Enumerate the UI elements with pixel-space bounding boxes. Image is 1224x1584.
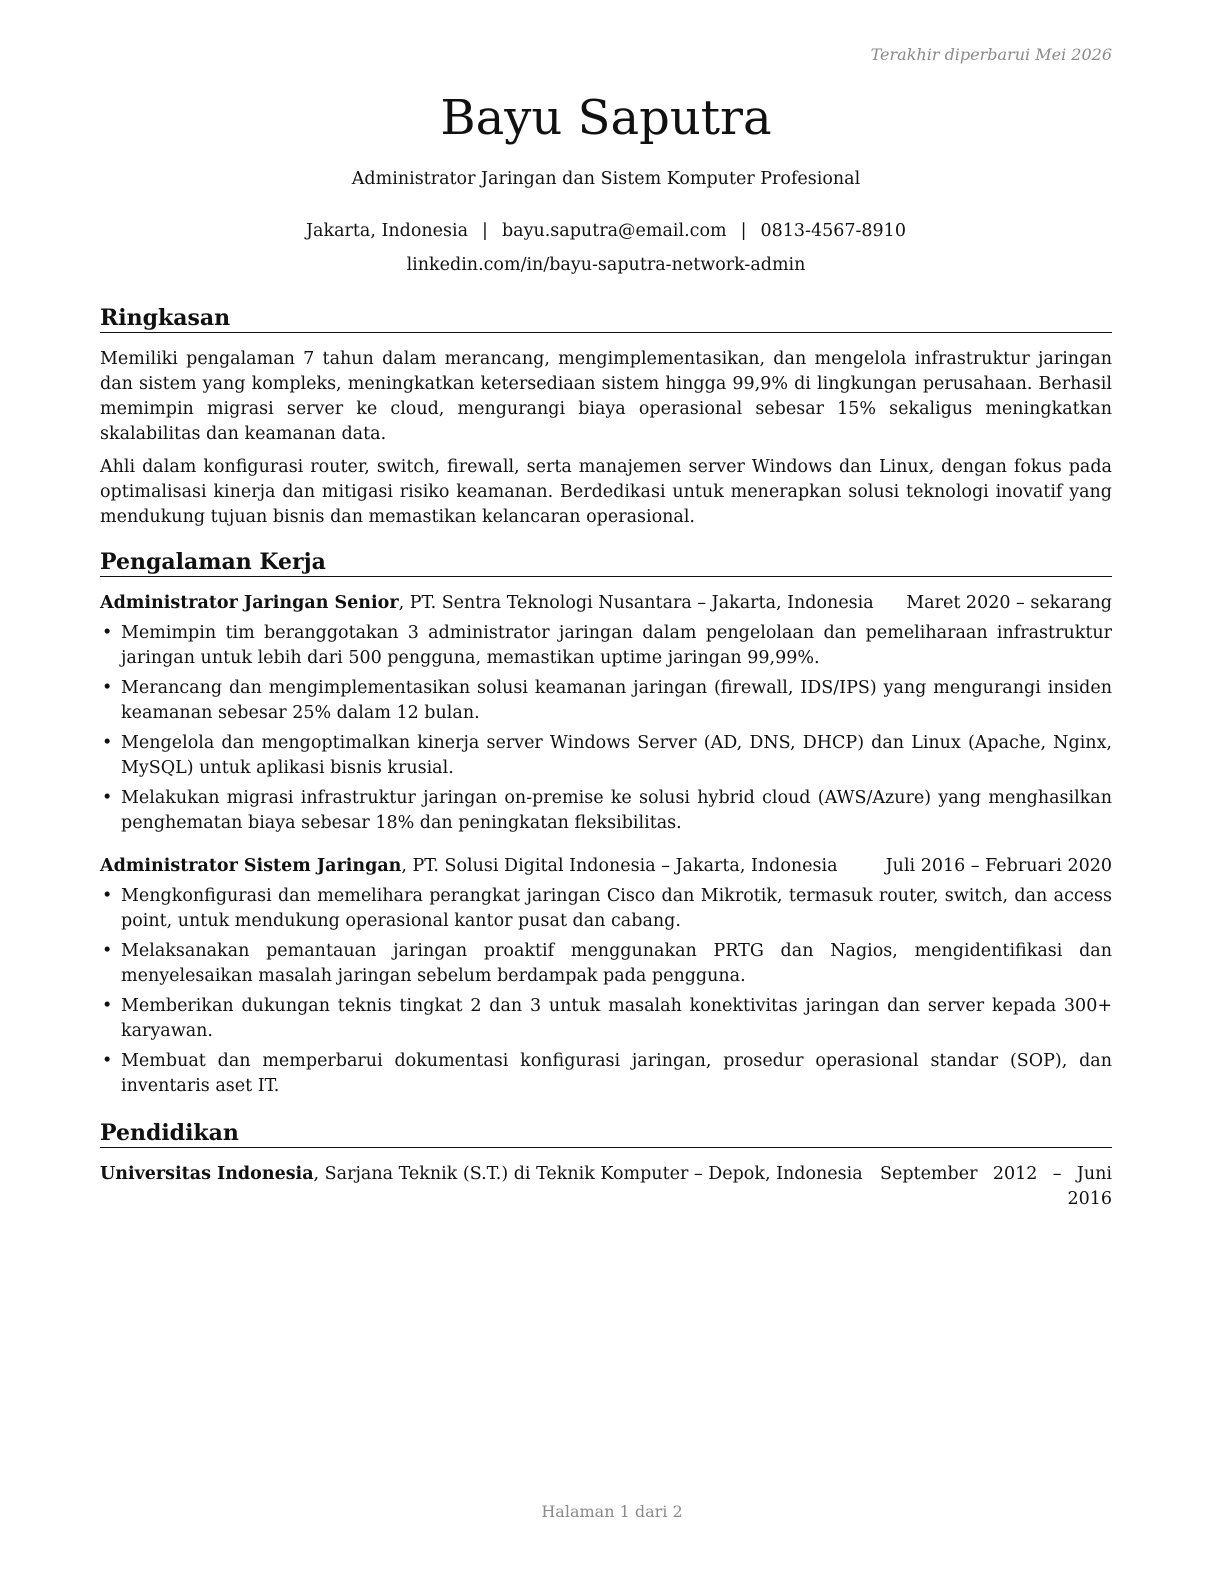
section-title-education: Pendidikan [100, 1119, 1112, 1148]
phone: 0813-4567-8910 [760, 221, 906, 241]
job-dates: Juli 2016 – Februari 2020 [885, 856, 1112, 876]
education-entry [100, 1162, 1112, 1212]
job-entry [100, 591, 1112, 836]
education-section [100, 1119, 1112, 1212]
summary-section [100, 304, 1112, 530]
email[interactable]: bayu.saputra@email.com [501, 221, 727, 241]
job-bullet: • Memberikan dukungan teknis tingkat 2 dan 3 untuk masalah konektivitas jaringan dan server kepada 300+ karyawan. [100, 994, 1112, 1044]
job-role: Administrator Jaringan Senior [100, 593, 399, 613]
school-name: Universitas Indonesia [100, 1164, 314, 1184]
location: Jakarta, Indonesia [306, 221, 469, 241]
page-number: Halaman 1 dari 2 [541, 1502, 683, 1521]
job-bullet: • Melakukan migrasi infrastruktur jaringan on-premise ke solusi hybrid cloud (AWS/Azure) yang menghasilkan penghematan biaya sebesar 18% dan peningkatan fleksibilitas. [100, 786, 1112, 836]
contact-separator: | [482, 221, 488, 241]
job-bullets [100, 621, 1112, 836]
resume-page [100, 0, 1112, 1584]
job-bullet: • Merancang dan mengimplementasikan solusi keamanan jaringan (firewall, IDS/IPS) yang mengurangi insiden keamanan sebesar 25% dalam 12 bulan. [100, 676, 1112, 726]
job-bullets [100, 884, 1112, 1099]
experience-section [100, 548, 1112, 1104]
linkedin-link[interactable]: linkedin.com/in/bayu-saputra-network-admin [406, 255, 806, 275]
job-header [100, 854, 1112, 879]
job-company: , PT. Sentra Teknologi Nusantara – Jakarta, Indonesia [398, 593, 874, 613]
job-role: Administrator Sistem Jaringan [100, 856, 402, 876]
job-company: , PT. Solusi Digital Indonesia – Jakarta, Indonesia [401, 856, 838, 876]
section-title-experience: Pengalaman Kerja [100, 548, 1112, 577]
summary-paragraph-2: Ahli dalam konfigurasi router, switch, firewall, serta manajemen server Windows dan Linux, dengan fokus pada optimalisasi kinerja dan mitigasi risiko keamanan. Berdedikasi untuk menerapkan solusi teknologi inovatif yang mendukung tujuan bisnis dan memastikan kelancaran operasional. [100, 457, 1112, 527]
headline: Administrator Jaringan dan Sistem Komputer Profesional [351, 169, 861, 189]
job-bullet: • Melaksanakan pemantauan jaringan proaktif menggunakan PRTG dan Nagios, mengidentifikasi dan menyelesaikan masalah jaringan sebelum berdampak pada pengguna. [100, 939, 1112, 989]
job-entry [100, 854, 1112, 1099]
degree: , Sarjana Teknik (S.T.) di Teknik Komputer – Depok, Indonesia [313, 1164, 863, 1184]
job-bullet: • Membuat dan memperbarui dokumentasi konfigurasi jaringan, prosedur operasional standar (SOP), dan inventaris aset IT. [100, 1049, 1112, 1099]
education-dates: September 2012 – Juni 2016 [880, 1164, 1112, 1209]
summary-paragraph-1: Memiliki pengalaman 7 tahun dalam merancang, mengimplementasikan, dan mengelola infrastruktur jaringan dan sistem yang kompleks, meningkatkan ketersediaan sistem hingga 99,9% di lingkungan perusahaan. Berhasil memimpin migrasi server ke cloud, mengurangi biaya operasional sebesar 15% sekaligus meningkatkan skalabilitas dan keamanan data. [100, 349, 1112, 444]
job-bullet: • Mengkonfigurasi dan memelihara perangkat jaringan Cisco dan Mikrotik, termasuk router, switch, dan access point, untuk mendukung operasional kantor pusat dan cabang. [100, 884, 1112, 934]
job-header [100, 591, 1112, 616]
contact-line [100, 219, 1112, 243]
job-dates: Maret 2020 – sekarang [906, 593, 1112, 613]
section-title-summary: Ringkasan [100, 304, 1112, 333]
job-bullet: • Memimpin tim beranggotakan 3 administrator jaringan dalam pengelolaan dan pemeliharaan infrastruktur jaringan untuk lebih dari 500 pengguna, memastikan uptime jaringan 99,99%. [100, 621, 1112, 671]
last-updated: Terakhir diperbarui Mei 2026 [870, 45, 1112, 64]
contact-separator: | [740, 221, 747, 241]
candidate-name: Bayu Saputra [440, 90, 772, 146]
job-bullet: • Mengelola dan mengoptimalkan kinerja server Windows Server (AD, DNS, DHCP) dan Linux (Apache, Nginx, MySQL) untuk aplikasi bisnis krusial. [100, 731, 1112, 781]
